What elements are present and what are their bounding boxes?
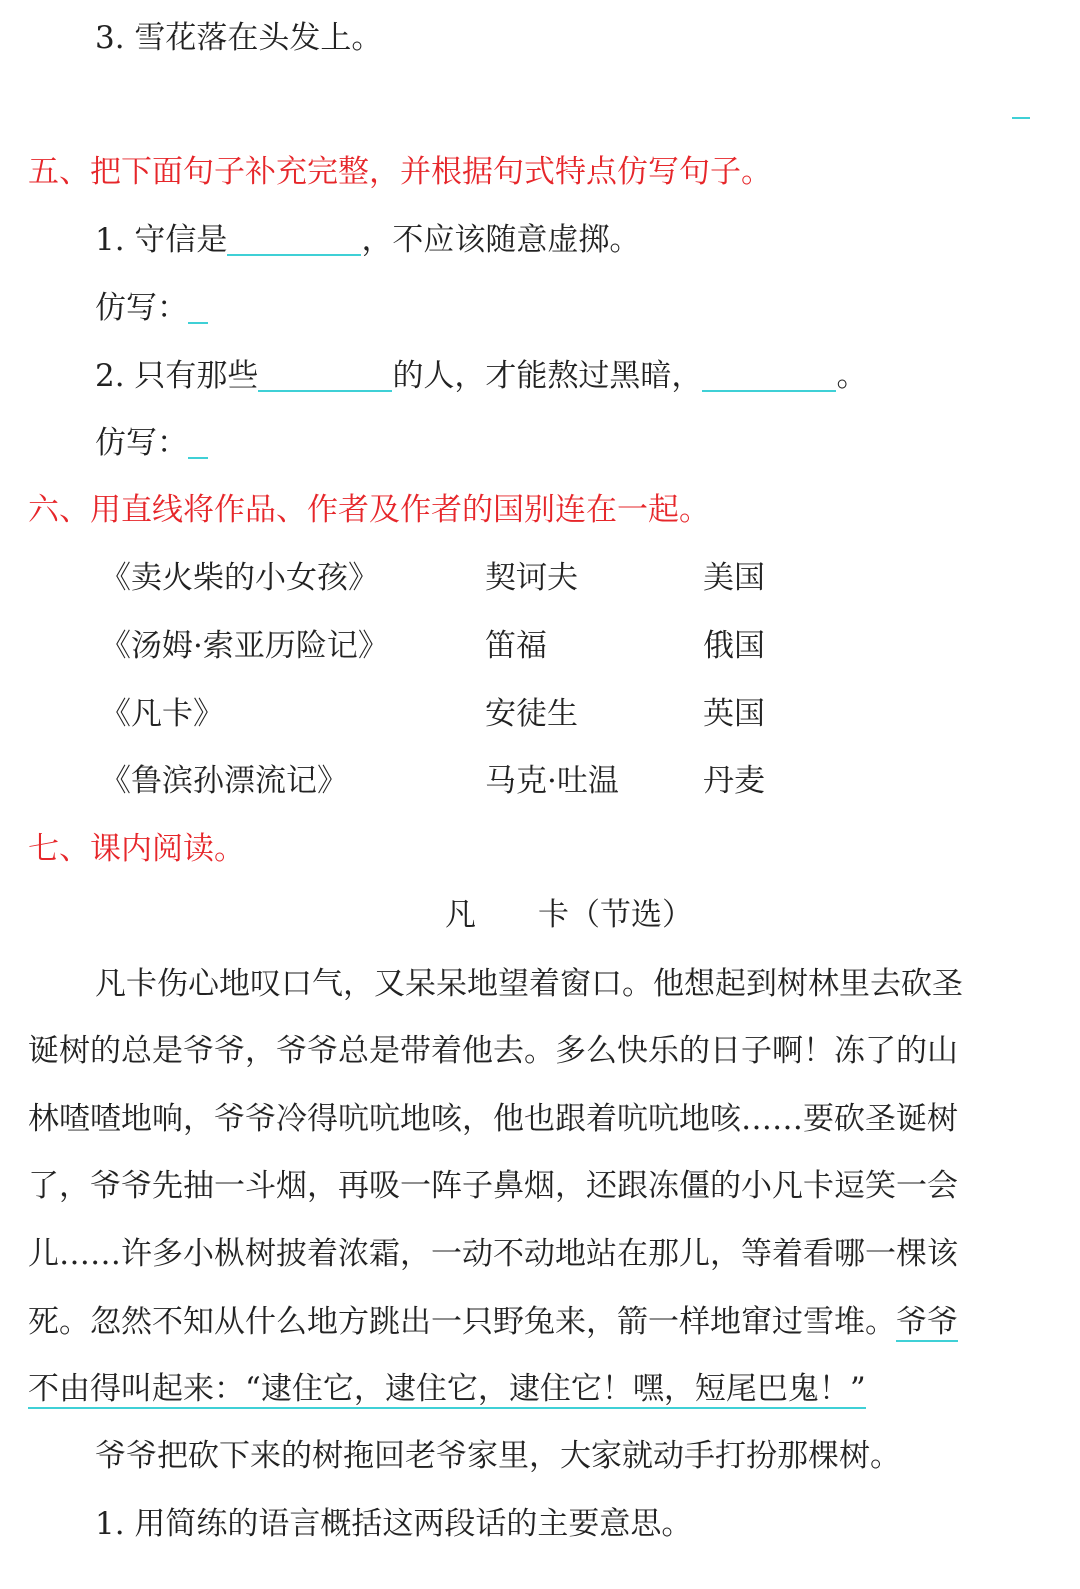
- country-item: 英国: [703, 696, 765, 732]
- passage-title: 凡 卡（节选）: [445, 897, 693, 933]
- passage-line: 林喳喳地响，爷爷冷得吭吭地咳，他也跟着吭吭地咳……要砍圣诞树: [28, 1101, 958, 1137]
- fill-blank[interactable]: [188, 427, 208, 459]
- passage-line: 诞树的总是爷爷，爷爷总是带着他去。多么快乐的日子啊！冻了的山: [28, 1033, 958, 1069]
- passage-line: 凡卡伤心地叹口气，又呆呆地望着窗口。他想起到树林里去砍圣: [95, 966, 963, 1002]
- q4-item-3: 3. 雪花落在头发上。: [95, 20, 383, 56]
- work-item: 《汤姆·索亚历险记》: [100, 628, 389, 664]
- fill-blank[interactable]: [188, 292, 208, 324]
- author-item: 马克·吐温: [485, 763, 619, 799]
- imitate-label: 仿写：: [95, 290, 188, 326]
- fill-blank[interactable]: [227, 224, 361, 256]
- s5-item-1: [95, 218, 640, 262]
- country-item: 美国: [703, 560, 765, 596]
- section-6-heading: 六、用直线将作品、作者及作者的国别连在一起。: [28, 492, 710, 528]
- underlined-sentence: 不由得叫起来：“逮住它，逮住它，逮住它！嘿，短尾巴鬼！”: [28, 1371, 866, 1407]
- country-item: 丹麦: [703, 763, 765, 799]
- passage-line: 了，爷爷先抽一斗烟，再吸一阵子鼻烟，还跟冻僵的小凡卡逗笑一会: [28, 1168, 958, 1204]
- fill-blank[interactable]: [258, 360, 392, 392]
- country-item: 俄国: [703, 628, 765, 664]
- author-item: 安徒生: [485, 696, 578, 732]
- fill-blank[interactable]: [702, 360, 836, 392]
- s5-item-2-suffix: 。: [836, 358, 868, 394]
- s5-item-1-suffix: ，不应该随意虚掷。: [361, 222, 641, 258]
- s5-item-2: [95, 354, 867, 398]
- passage-line: [28, 1300, 958, 1344]
- work-item: 《卖火柴的小女孩》: [100, 560, 379, 596]
- imitate-label: 仿写：: [95, 425, 188, 461]
- passage-paragraph-2: 爷爷把砍下来的树拖回老爷家里，大家就动手打扮那棵树。: [95, 1438, 901, 1474]
- section-7-heading: 七、课内阅读。: [28, 831, 245, 867]
- s5-item-2-prefix: 2. 只有那些: [95, 358, 259, 394]
- question-1: 1. 用简练的语言概括这两段话的主要意思。: [95, 1506, 693, 1542]
- s5-item-1-prefix: 1. 守信是: [95, 222, 228, 258]
- author-item: 契诃夫: [485, 560, 578, 596]
- work-item: 《凡卡》: [100, 696, 224, 732]
- passage-line: [28, 1367, 866, 1411]
- passage-line: 儿……许多小枞树披着浓霜，一动不动地站在那儿，等着看哪一棵该: [28, 1236, 958, 1272]
- author-item: 笛福: [485, 628, 547, 664]
- underlined-sentence: 爷爷: [896, 1304, 958, 1340]
- stray-blank-mark: [1012, 117, 1030, 119]
- passage-text: 死。忽然不知从什么地方跳出一只野兔来，箭一样地窜过雪堆。: [28, 1304, 896, 1340]
- section-5-heading: 五、把下面句子补充完整，并根据句式特点仿写句子。: [28, 154, 772, 190]
- s5-item-2-middle: 的人，才能熬过黑暗，: [392, 358, 703, 394]
- s5-imitate-2: [95, 421, 208, 465]
- work-item: 《鲁滨孙漂流记》: [100, 763, 348, 799]
- s5-imitate-1: [95, 286, 208, 330]
